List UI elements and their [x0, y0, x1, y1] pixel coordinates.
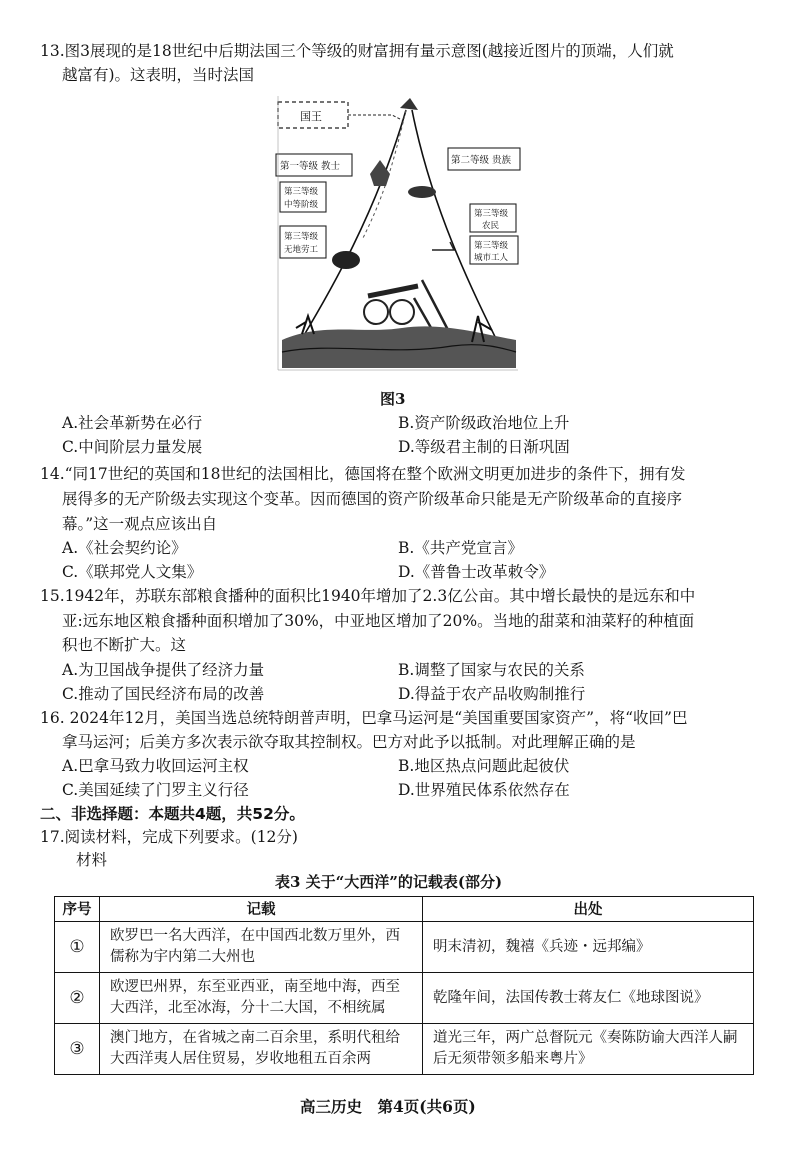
q16-option-c[interactable]: C.美国延续了门罗主义行径: [62, 781, 249, 799]
q14-stem-line2: 展得多的无产阶级去实现这个变革。因而德国的资产阶级革命只能是无产阶级革命的直接序: [62, 490, 683, 508]
row-source: 道光三年，两广总督阮元《奏陈防谕大西洋人嗣后无须带领多船来粤片》: [423, 1024, 754, 1075]
q14-stem-line3: 幕。”这一观点应该出自: [62, 515, 218, 533]
table-row: [55, 973, 754, 1024]
q15-option-a[interactable]: A.为卫国战争提供了经济力量: [62, 661, 265, 679]
table-header-row: [55, 897, 754, 922]
header-record: 记载: [100, 897, 423, 922]
third-landless-label-a: 第三等级: [284, 232, 319, 242]
q15-stem-line1: 15.1942年，苏联东部粮食播种的面积比1940年增加了2.3亿公亩。其中增长最快的是远东和中: [40, 587, 696, 605]
third-middle-label-a: 第三等级: [284, 187, 319, 197]
q16-option-b[interactable]: B.地区热点问题此起彼伏: [398, 757, 570, 775]
records-table: [54, 896, 754, 1075]
hat-icon: [408, 186, 436, 198]
row-record: 欧罗巴一名大西洋，在中国西北数万里外，西儒称为宇内第二大州也: [100, 922, 423, 973]
row-source: 明末清初，魏禧《兵迹・远邦编》: [423, 922, 754, 973]
first-estate-label: 第一等级 教士: [280, 161, 341, 172]
row-number: ③: [55, 1024, 100, 1075]
third-landless-label-b: 无地劳工: [284, 245, 319, 255]
third-farmer-label-b: 农民: [482, 221, 500, 231]
q15-stem-line3: 积也不断扩大。这: [62, 636, 187, 654]
q14-stem-line1: 14.“同17世纪的英国和18世纪的法国相比，德国将在整个欧洲文明更加进步的条件下，拥有发: [40, 465, 686, 483]
q14-option-a[interactable]: A.《社会契约论》: [62, 539, 187, 557]
q15-option-c[interactable]: C.推动了国民经济布局的改善: [62, 685, 265, 703]
q14-option-c[interactable]: C.《联邦党人文集》: [62, 563, 203, 581]
third-worker-label-a: 第三等级: [474, 241, 509, 251]
q17-material-label: 材料: [76, 851, 108, 869]
q13-stem-line2: 越富有)。这表明，当时法国: [62, 66, 255, 84]
row-number: ①: [55, 922, 100, 973]
second-estate-label: 第二等级 贵族: [451, 155, 512, 166]
q13-option-c[interactable]: C.中间阶层力量发展: [62, 438, 203, 456]
q15-option-b[interactable]: B.调整了国家与农民的关系: [398, 661, 585, 679]
q13-stem-line1: 13.图3展现的是18世纪中后期法国三个等级的财富拥有量示意图(越接近图片的顶端，人们就: [40, 42, 674, 60]
header-number: 序号: [55, 897, 100, 922]
row-number: ②: [55, 973, 100, 1024]
q17-stem: 17.阅读材料，完成下列要求。(12分): [40, 828, 298, 846]
table-row: [55, 1024, 754, 1075]
bread-icon: [332, 251, 360, 269]
header-source: 出处: [423, 897, 754, 922]
q15-option-d[interactable]: D.得益于农产品收购制推行: [398, 685, 586, 703]
figure-caption: 图3: [380, 390, 406, 408]
table-row: [55, 922, 754, 973]
wealth-pyramid-figure: [272, 90, 522, 375]
q14-option-d[interactable]: D.《普鲁士改革敕令》: [398, 563, 555, 581]
section-heading: 二、非选择题：本题共4题，共52分。: [40, 805, 305, 823]
q16-option-a[interactable]: A.巴拿马致力收回运河主权: [62, 757, 249, 775]
q15-stem-line2: 亚:远东地区粮食播种面积增加了30%，中亚地区增加了20%。当地的甜菜和油菜籽的种植面: [62, 612, 695, 630]
row-source: 乾隆年间，法国传教士蒋友仁《地球图说》: [423, 973, 754, 1024]
page-footer: 高三历史 第4页(共6页): [300, 1097, 476, 1116]
third-farmer-label-a: 第三等级: [474, 209, 509, 219]
q16-stem-line1: 16. 2024年12月，美国当选总统特朗普声明，巴拿马运河是“美国重要国家资产”，将“收回”巴: [40, 709, 688, 727]
q13-option-d[interactable]: D.等级君主制的日渐巩固: [398, 438, 570, 456]
row-record: 澳门地方，在省城之南二百余里，系明代租给大西洋夷人居住贸易，岁收地租五百余两: [100, 1024, 423, 1075]
row-record: 欧逻巴州界，东至亚西亚，南至地中海，西至大西洋，北至冰海，分十二大国，不相统属: [100, 973, 423, 1024]
q16-stem-line2: 拿马运河；后美方多次表示欲夺取其控制权。巴方对此予以抵制。对此理解正确的是: [62, 733, 636, 751]
table-caption: 表3 关于“大西洋”的记载表(部分): [275, 873, 503, 891]
third-middle-label-b: 中等阶级: [284, 200, 319, 210]
third-worker-label-b: 城市工人: [474, 253, 509, 263]
q13-option-b[interactable]: B.资产阶级政治地位上升: [398, 414, 570, 432]
q16-option-d[interactable]: D.世界殖民体系依然存在: [398, 781, 570, 799]
q13-option-a[interactable]: A.社会革新势在必行: [62, 414, 203, 432]
q14-option-b[interactable]: B.《共产党宣言》: [398, 539, 523, 557]
king-label: 国王: [300, 110, 322, 123]
